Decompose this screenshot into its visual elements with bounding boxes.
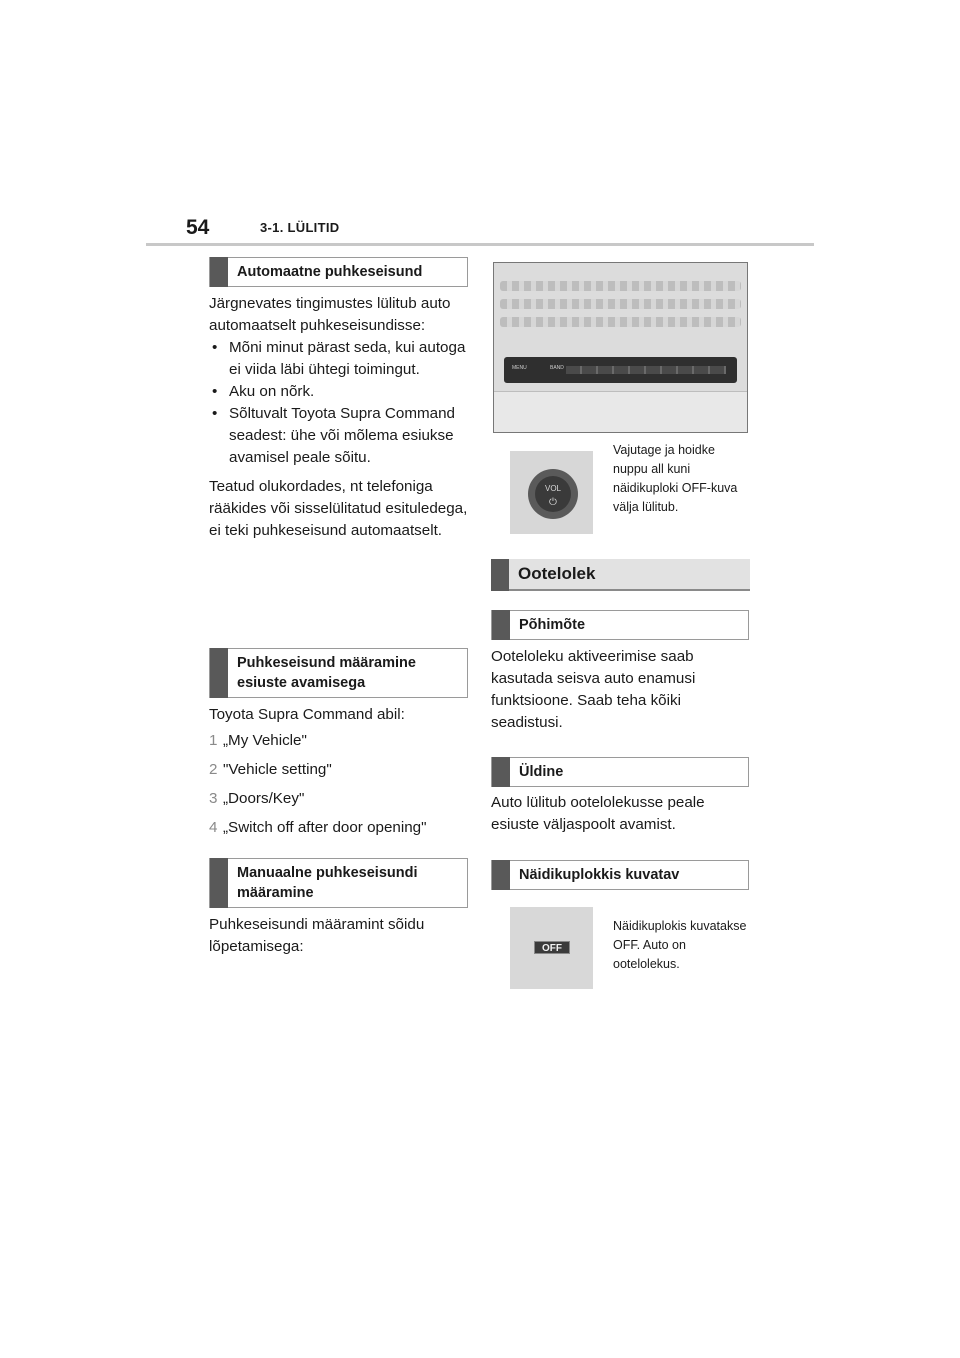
door-sleep-body (209, 704, 471, 846)
step-label: „Switch off after door opening" (223, 819, 427, 836)
menu-label: MENU (512, 365, 527, 371)
step-item (209, 817, 471, 839)
step-number: 2 (209, 761, 218, 778)
step-label: „My Vehicle" (223, 732, 307, 749)
heading-principle-label: Põhimõte (519, 617, 586, 633)
step-number: 4 (209, 819, 218, 836)
heading-general-label: Üldine (519, 764, 564, 780)
heading-automatic-sleep-label: Automaatne puhkeseisund (237, 264, 423, 280)
power-icon: ⏻ (549, 497, 557, 508)
principle-text: Ooteloleku aktiveerimise saab kasutada seisva auto enamusi funktsioone. Saab teha kõiki seadistusi. (491, 648, 696, 731)
general-text: Auto lülitub ootelolekusse peale esiuste väljaspoolt avamist. (491, 794, 705, 833)
manual-sleep-text: Puhkeseisundi määramint sõidu lõpetamisega: (209, 916, 425, 955)
automatic-sleep-note: Teatud olukordades, nt telefoniga rääkides või sisselülitatud esituledega, ei teki puhkeseisund automaatselt. (209, 478, 468, 539)
heading-display-label: Näidikuplokkis kuvatav (519, 867, 680, 883)
header-rule (146, 243, 814, 246)
heading-principle (491, 610, 749, 640)
off-indicator: OFF (534, 941, 570, 954)
door-sleep-steps (209, 730, 471, 839)
panel-lower-trim (494, 391, 747, 432)
heading-manual-sleep (209, 858, 468, 908)
off-display-illustration (510, 907, 593, 989)
heading-door-sleep (209, 648, 468, 698)
page-number: 54 (186, 216, 210, 239)
control-panel-illustration (493, 262, 748, 433)
heading-display (491, 860, 749, 890)
automatic-sleep-conditions (209, 337, 471, 469)
air-vent (500, 317, 741, 327)
automatic-sleep-intro: Järgnevates tingimustes lülitub auto automaatselt puhkeseisundisse: (209, 295, 451, 334)
condition-item: • Sõltuvalt Toyota Supra Command seadest: ühe või mõlema esiukse avamisel peale sõitu. (209, 403, 471, 469)
air-vent (500, 299, 741, 309)
heading-door-sleep-label: Puhkeseisund määramine esiuste avamisega (237, 655, 416, 691)
heading-manual-sleep-label: Manuaalne puhkeseisundi määramine (237, 865, 418, 901)
step-item (209, 730, 471, 752)
step-item (209, 759, 471, 781)
air-vent (500, 281, 741, 291)
automatic-sleep-body (209, 293, 471, 542)
condition-item: • Aku on nõrk. (209, 381, 471, 403)
knob-cap (535, 476, 571, 512)
step-item (209, 788, 471, 810)
step-label: „Doors/Key" (223, 790, 305, 807)
step-number: 3 (209, 790, 218, 807)
step-label: "Vehicle setting" (223, 761, 332, 778)
heading-standby (491, 559, 750, 591)
step-number: 1 (209, 732, 218, 749)
vol-label: VOL (544, 484, 561, 493)
condition-item: • Mõni minut pärast seda, kui autoga ei viida läbi ühtegi toimingut. (209, 337, 471, 381)
display-caption: Näidikuplokis kuvatakse OFF. Auto on ootelolekus. (613, 919, 747, 971)
volume-knob-illustration (510, 451, 593, 534)
manual-sleep-body (209, 914, 471, 958)
preset-buttons (566, 366, 726, 374)
heading-standby-label: Ootelolek (518, 564, 596, 583)
door-sleep-intro: Toyota Supra Command abil: (209, 706, 405, 723)
chapter-title: 3-1. LÜLITID (260, 220, 340, 235)
band-label: BAND (550, 365, 564, 371)
heading-automatic-sleep (209, 257, 468, 287)
knob-caption: Vajutage ja hoidke nuppu all kuni näidikuploki OFF-kuva välja lülitub. (613, 443, 738, 514)
heading-general (491, 757, 749, 787)
